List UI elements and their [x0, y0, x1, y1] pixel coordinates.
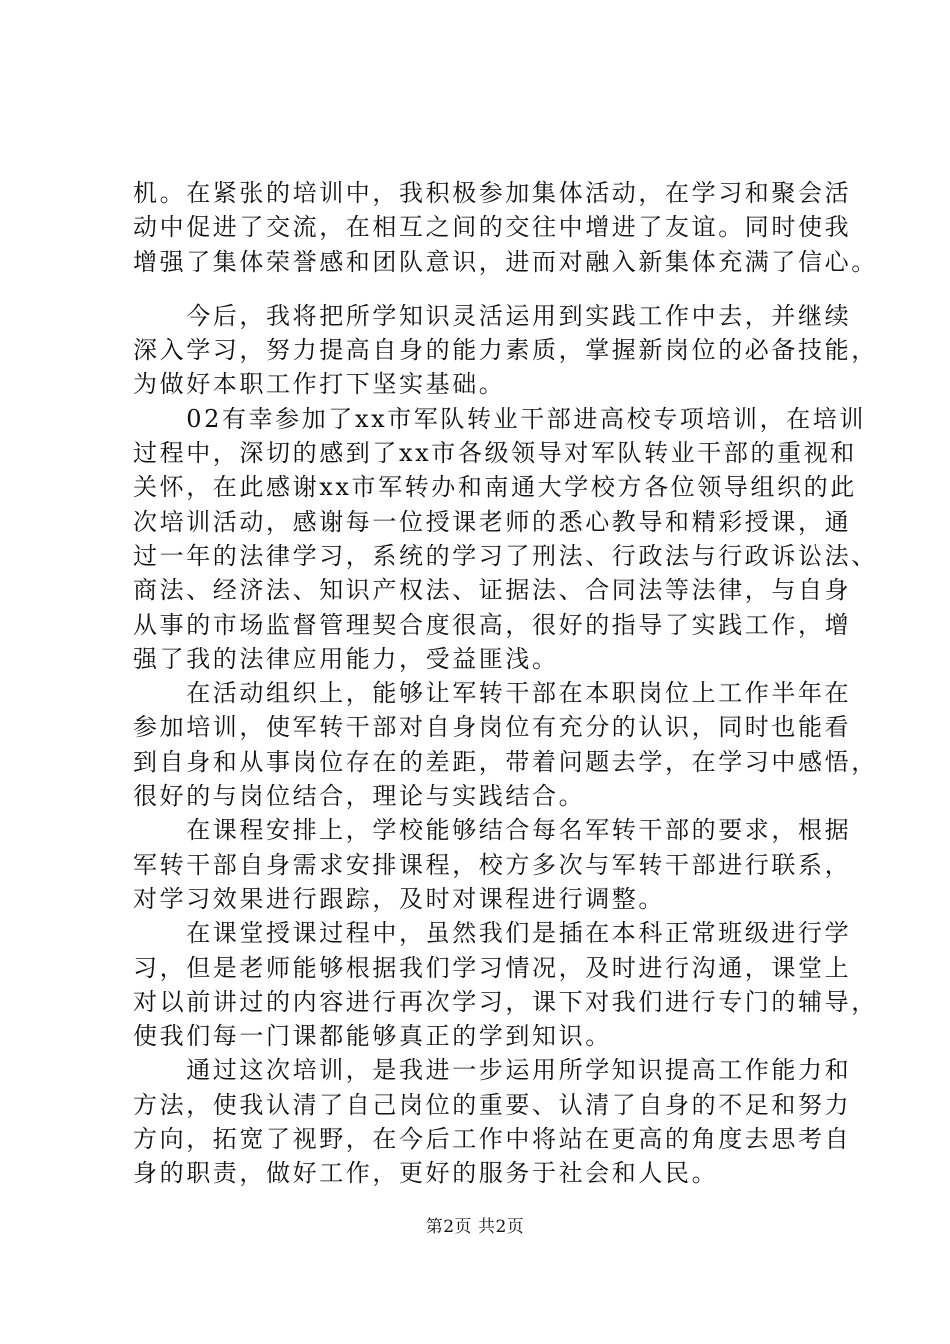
text-line: 对以前讲过的内容进行再次学习，课下对我们进行专门的辅导，	[133, 987, 878, 1016]
text-line: 在课堂授课过程中，虽然我们是插在本科正常班级进行学	[133, 919, 852, 948]
text-line: 为做好本职工作打下坚实基础。	[133, 370, 506, 399]
text-line: 增强了集体荣誉感和团队意识，进而对融入新集体充满了信心。	[133, 247, 878, 276]
paragraph-gap	[133, 279, 853, 299]
text-line: 从事的市场监督管理契合度很高，很好的指导了实践工作，增	[133, 610, 852, 639]
text-line: 过一年的法律学习，系统的学习了刑法、行政法与行政诉讼法、	[133, 541, 878, 570]
text-line: 身的职责，做好工作，更好的服务于社会和人民。	[133, 1159, 719, 1188]
text-line: 强了我的法律应用能力，受益匪浅。	[133, 644, 559, 673]
text-line: 次培训活动，感谢每一位授课老师的悉心教导和精彩授课，通	[133, 507, 852, 536]
text-line: 通过这次培训，是我进一步运用所学知识提高工作能力和	[133, 1056, 852, 1085]
text-line: 机。在紧张的培训中，我积极参加集体活动，在学习和聚会活	[133, 179, 852, 207]
text-line: 关怀，在此感谢xx市军转办和南通大学校方各位领导组织的此	[133, 473, 857, 502]
text-line: 习，但是老师能够根据我们学习情况，及时进行沟通，课堂上	[133, 953, 852, 982]
text-line: 军转干部自身需求安排课程，校方多次与军转干部进行联系，	[133, 850, 852, 879]
text-line: 方法，使我认清了自己岗位的重要、认清了自身的不足和努力	[133, 1090, 852, 1119]
text-line: 方向，拓宽了视野，在今后工作中将站在更高的角度去思考自	[133, 1125, 852, 1154]
text-line: 02有幸参加了xx市军队转业干部进高校专项培训，在培训	[133, 404, 867, 433]
text-line: 参加培训，使军转干部对自身岗位有充分的认识，同时也能看	[133, 713, 852, 742]
text-line: 很好的与岗位结合，理论与实践结合。	[133, 782, 586, 811]
document-body	[133, 176, 878, 1191]
text-line: 到自身和从事岗位存在的差距，带着问题去学，在学习中感悟，	[133, 747, 878, 776]
text-line: 在活动组织上，能够让军转干部在本职岗位上工作半年在	[133, 679, 852, 708]
text-line: 过程中，深切的感到了xx市各级领导对军队转业干部的重视和	[133, 439, 857, 468]
text-line: 对学习效果进行跟踪，及时对课程进行调整。	[133, 884, 665, 913]
page-number-footer: 第2页 共2页	[425, 1217, 525, 1237]
text-line: 使我们每一门课都能够真正的学到知识。	[133, 1022, 612, 1051]
text-line: 商法、经济法、知识产权法、证据法、合同法等法律，与自身	[133, 576, 852, 605]
text-line: 在课程安排上，学校能够结合每名军转干部的要求，根据	[133, 816, 852, 845]
text-line: 今后，我将把所学知识灵活运用到实践工作中去，并继续	[133, 301, 852, 330]
text-line: 动中促进了交流，在相互之间的交往中增进了友谊。同时使我	[133, 213, 852, 242]
text-line: 深入学习，努力提高自身的能力素质，掌握新岗位的必备技能，	[133, 336, 878, 365]
